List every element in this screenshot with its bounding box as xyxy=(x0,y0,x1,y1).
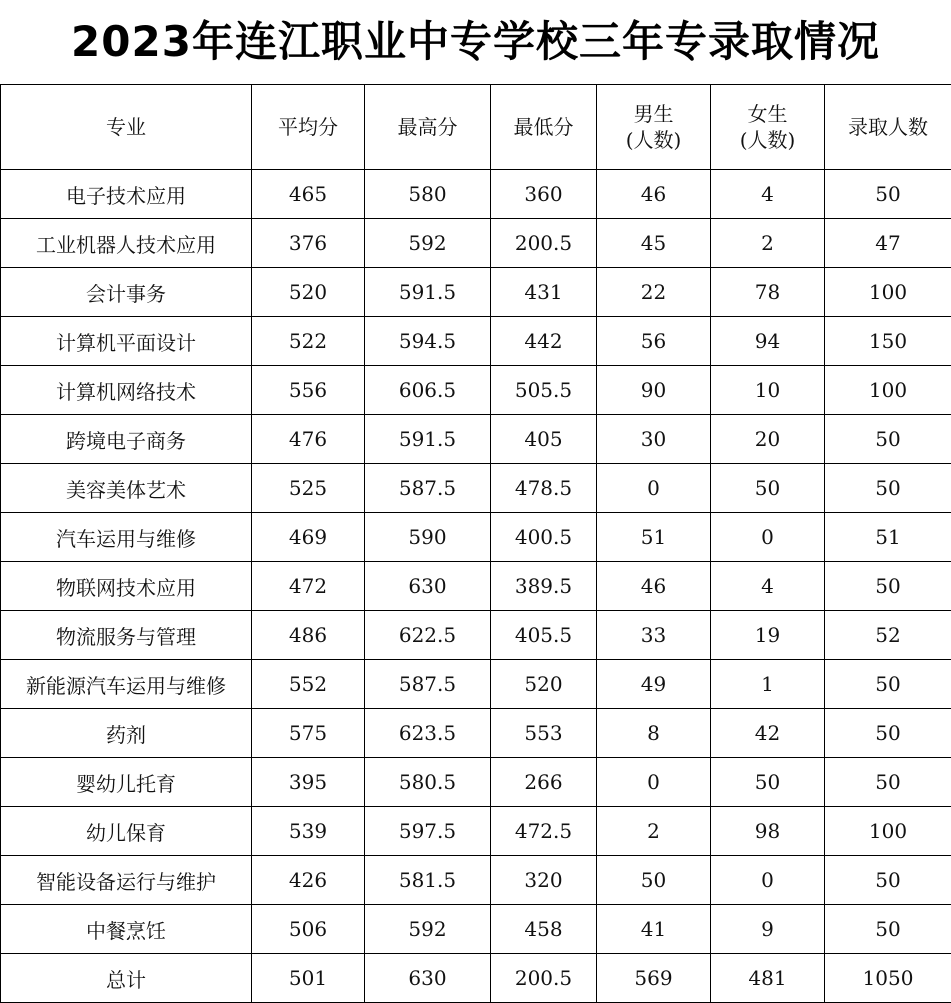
cell-max-score: 630 xyxy=(365,954,491,1003)
cell-major: 计算机平面设计 xyxy=(1,317,252,366)
cell-admitted-count: 50 xyxy=(825,905,951,954)
cell-admitted-count: 50 xyxy=(825,856,951,905)
cell-average-score: 525 xyxy=(252,464,365,513)
cell-min-score: 442 xyxy=(491,317,597,366)
cell-male-count: 56 xyxy=(597,317,711,366)
cell-min-score: 553 xyxy=(491,709,597,758)
cell-admitted-count: 50 xyxy=(825,660,951,709)
header-male-line2: (人数) xyxy=(625,128,682,152)
cell-average-score: 522 xyxy=(252,317,365,366)
cell-admitted-count: 50 xyxy=(825,415,951,464)
cell-average-score: 556 xyxy=(252,366,365,415)
cell-admitted-count: 100 xyxy=(825,807,951,856)
cell-min-score: 389.5 xyxy=(491,562,597,611)
cell-average-score: 506 xyxy=(252,905,365,954)
table-row xyxy=(1,268,951,317)
cell-max-score: 592 xyxy=(365,219,491,268)
cell-admitted-count: 50 xyxy=(825,170,951,219)
cell-major: 婴幼儿托育 xyxy=(1,758,252,807)
cell-male-count: 50 xyxy=(597,856,711,905)
cell-male-count: 0 xyxy=(597,464,711,513)
cell-male-count: 90 xyxy=(597,366,711,415)
table-row xyxy=(1,562,951,611)
cell-admitted-count: 51 xyxy=(825,513,951,562)
cell-female-count: 98 xyxy=(711,807,825,856)
cell-max-score: 587.5 xyxy=(365,464,491,513)
cell-average-score: 426 xyxy=(252,856,365,905)
cell-female-count: 78 xyxy=(711,268,825,317)
cell-max-score: 592 xyxy=(365,905,491,954)
cell-male-count: 41 xyxy=(597,905,711,954)
table-row xyxy=(1,415,951,464)
cell-min-score: 200.5 xyxy=(491,219,597,268)
cell-major: 汽车运用与维修 xyxy=(1,513,252,562)
cell-female-count: 9 xyxy=(711,905,825,954)
cell-admitted-count: 50 xyxy=(825,464,951,513)
cell-max-score: 597.5 xyxy=(365,807,491,856)
cell-average-score: 472 xyxy=(252,562,365,611)
cell-female-count: 19 xyxy=(711,611,825,660)
cell-max-score: 606.5 xyxy=(365,366,491,415)
cell-female-count: 20 xyxy=(711,415,825,464)
cell-major: 总计 xyxy=(1,954,252,1003)
table-total-row xyxy=(1,954,951,1003)
cell-max-score: 581.5 xyxy=(365,856,491,905)
cell-female-count: 481 xyxy=(711,954,825,1003)
cell-min-score: 505.5 xyxy=(491,366,597,415)
table-row xyxy=(1,611,951,660)
cell-major: 幼儿保育 xyxy=(1,807,252,856)
cell-female-count: 0 xyxy=(711,856,825,905)
cell-max-score: 591.5 xyxy=(365,415,491,464)
cell-female-count: 4 xyxy=(711,170,825,219)
cell-major: 跨境电子商务 xyxy=(1,415,252,464)
table-body xyxy=(1,170,951,1003)
table-row xyxy=(1,660,951,709)
table-row xyxy=(1,758,951,807)
cell-min-score: 266 xyxy=(491,758,597,807)
cell-min-score: 200.5 xyxy=(491,954,597,1003)
cell-average-score: 520 xyxy=(252,268,365,317)
cell-admitted-count: 50 xyxy=(825,562,951,611)
cell-min-score: 400.5 xyxy=(491,513,597,562)
cell-admitted-count: 100 xyxy=(825,268,951,317)
cell-max-score: 587.5 xyxy=(365,660,491,709)
header-admitted-count: 录取人数 xyxy=(825,85,951,170)
cell-average-score: 575 xyxy=(252,709,365,758)
cell-average-score: 501 xyxy=(252,954,365,1003)
cell-male-count: 33 xyxy=(597,611,711,660)
table-row xyxy=(1,317,951,366)
table-row xyxy=(1,807,951,856)
table-row xyxy=(1,856,951,905)
cell-min-score: 472.5 xyxy=(491,807,597,856)
cell-male-count: 49 xyxy=(597,660,711,709)
header-male-count xyxy=(597,85,711,170)
cell-male-count: 2 xyxy=(597,807,711,856)
cell-min-score: 458 xyxy=(491,905,597,954)
cell-min-score: 320 xyxy=(491,856,597,905)
cell-major: 中餐烹饪 xyxy=(1,905,252,954)
cell-admitted-count: 100 xyxy=(825,366,951,415)
cell-min-score: 405.5 xyxy=(491,611,597,660)
cell-major: 计算机网络技术 xyxy=(1,366,252,415)
page-title: 2023年连江职业中专学校三年专录取情况 xyxy=(71,17,880,66)
header-min-score: 最低分 xyxy=(491,85,597,170)
cell-admitted-count: 150 xyxy=(825,317,951,366)
cell-average-score: 486 xyxy=(252,611,365,660)
cell-female-count: 50 xyxy=(711,758,825,807)
cell-average-score: 552 xyxy=(252,660,365,709)
admission-table xyxy=(0,84,951,1003)
cell-max-score: 590 xyxy=(365,513,491,562)
cell-admitted-count: 47 xyxy=(825,219,951,268)
cell-average-score: 395 xyxy=(252,758,365,807)
table-row xyxy=(1,170,951,219)
cell-average-score: 465 xyxy=(252,170,365,219)
cell-max-score: 623.5 xyxy=(365,709,491,758)
cell-major: 会计事务 xyxy=(1,268,252,317)
header-max-score: 最高分 xyxy=(365,85,491,170)
table-row xyxy=(1,905,951,954)
cell-female-count: 4 xyxy=(711,562,825,611)
cell-male-count: 569 xyxy=(597,954,711,1003)
cell-major: 药剂 xyxy=(1,709,252,758)
cell-male-count: 8 xyxy=(597,709,711,758)
table-row xyxy=(1,709,951,758)
cell-female-count: 94 xyxy=(711,317,825,366)
header-female-count xyxy=(711,85,825,170)
cell-female-count: 50 xyxy=(711,464,825,513)
cell-max-score: 580.5 xyxy=(365,758,491,807)
cell-female-count: 2 xyxy=(711,219,825,268)
cell-major: 工业机器人技术应用 xyxy=(1,219,252,268)
cell-male-count: 30 xyxy=(597,415,711,464)
cell-major: 智能设备运行与维护 xyxy=(1,856,252,905)
cell-major: 物联网技术应用 xyxy=(1,562,252,611)
cell-admitted-count: 1050 xyxy=(825,954,951,1003)
table-row xyxy=(1,513,951,562)
cell-admitted-count: 50 xyxy=(825,758,951,807)
header-female-line2: (人数) xyxy=(739,128,796,152)
cell-min-score: 405 xyxy=(491,415,597,464)
cell-average-score: 469 xyxy=(252,513,365,562)
cell-male-count: 51 xyxy=(597,513,711,562)
table-header-row xyxy=(1,85,951,170)
cell-admitted-count: 52 xyxy=(825,611,951,660)
cell-male-count: 0 xyxy=(597,758,711,807)
cell-max-score: 630 xyxy=(365,562,491,611)
cell-major: 美容美体艺术 xyxy=(1,464,252,513)
cell-min-score: 520 xyxy=(491,660,597,709)
cell-average-score: 539 xyxy=(252,807,365,856)
header-major: 专业 xyxy=(1,85,252,170)
cell-max-score: 594.5 xyxy=(365,317,491,366)
cell-female-count: 1 xyxy=(711,660,825,709)
cell-female-count: 10 xyxy=(711,366,825,415)
cell-max-score: 622.5 xyxy=(365,611,491,660)
cell-major: 物流服务与管理 xyxy=(1,611,252,660)
cell-female-count: 42 xyxy=(711,709,825,758)
cell-max-score: 580 xyxy=(365,170,491,219)
header-female-line1: 女生 xyxy=(747,102,788,126)
cell-min-score: 478.5 xyxy=(491,464,597,513)
cell-male-count: 46 xyxy=(597,170,711,219)
cell-female-count: 0 xyxy=(711,513,825,562)
table-row xyxy=(1,464,951,513)
cell-min-score: 360 xyxy=(491,170,597,219)
cell-male-count: 22 xyxy=(597,268,711,317)
cell-admitted-count: 50 xyxy=(825,709,951,758)
cell-male-count: 45 xyxy=(597,219,711,268)
cell-major: 电子技术应用 xyxy=(1,170,252,219)
table-row xyxy=(1,219,951,268)
cell-average-score: 376 xyxy=(252,219,365,268)
cell-min-score: 431 xyxy=(491,268,597,317)
cell-major: 新能源汽车运用与维修 xyxy=(1,660,252,709)
cell-average-score: 476 xyxy=(252,415,365,464)
header-male-line1: 男生 xyxy=(633,102,674,126)
table-row xyxy=(1,366,951,415)
header-average-score: 平均分 xyxy=(252,85,365,170)
cell-max-score: 591.5 xyxy=(365,268,491,317)
cell-male-count: 46 xyxy=(597,562,711,611)
